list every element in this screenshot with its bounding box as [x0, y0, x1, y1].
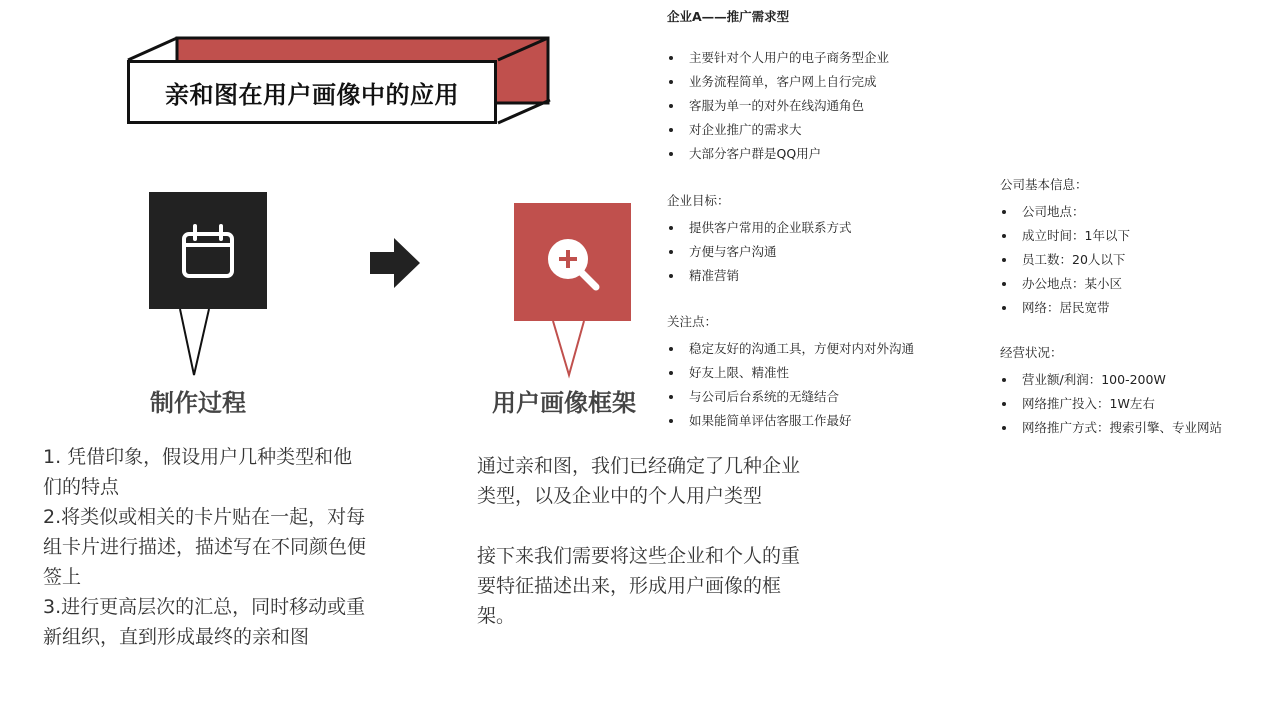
process-line: 组卡片进行描述，描述写在不同颜色便: [43, 536, 367, 558]
list-item: 主要针对个人用户的电子商务型企业: [667, 46, 889, 70]
section-heading: 经营状况：: [1000, 345, 1063, 360]
persona-focus-section: [667, 311, 914, 433]
list-item: 如果能简单评估客服工作最好: [667, 409, 914, 433]
list-item: 精准营销: [667, 264, 852, 288]
list-item: 员工数：20人以下: [1000, 248, 1130, 272]
list-item: 提供客户常用的企业联系方式: [667, 216, 852, 240]
persona-operations-section: [1000, 342, 1222, 440]
step-title-process: 制作过程: [150, 389, 246, 417]
list-item: 网络推广投入：1W左右: [1000, 392, 1222, 416]
process-line: 2.将类似或相关的卡片贴在一起，对每: [43, 506, 366, 528]
process-pin: [172, 309, 222, 379]
persona-company-section: [667, 6, 889, 166]
section-heading: 关注点：: [667, 314, 718, 329]
process-line: 签上: [43, 566, 82, 588]
list-item: 与公司后台系统的无缝结合: [667, 385, 914, 409]
process-description: [43, 442, 413, 652]
persona-paragraph: 接下来我们需要将这些企业和个人的重要特征描述出来，形成用户画像的框架。: [477, 545, 801, 627]
section-heading: 企业A——推广需求型: [667, 9, 790, 24]
persona-basic-info-section: [1000, 174, 1130, 320]
persona-pin: [547, 321, 597, 381]
process-line: 们的特点: [43, 476, 120, 498]
section-heading: 企业目标：: [667, 193, 730, 208]
slide-title: 亲和图在用户画像中的应用: [127, 60, 497, 124]
list-item: 办公地点：某小区: [1000, 272, 1130, 296]
persona-paragraph: 通过亲和图，我们已经确定了几种企业类型，以及企业中的个人用户类型: [477, 455, 801, 507]
list-item: 公司地点：: [1000, 200, 1130, 224]
zoom-in-icon: [514, 203, 631, 321]
process-card: [149, 192, 267, 309]
list-item: 大部分客户群是QQ用户: [667, 142, 889, 166]
persona-card: [514, 203, 631, 321]
list-item: 客服为单一的对外在线沟通角色: [667, 94, 889, 118]
persona-goals-section: [667, 190, 852, 288]
list-item: 好友上限、精准性: [667, 361, 914, 385]
list-item: 方便与客户沟通: [667, 240, 852, 264]
list-item: 网络推广方式：搜索引擎、专业网站: [1000, 416, 1222, 440]
arrow-right-icon: [368, 236, 422, 290]
list-item: 稳定友好的沟通工具，方便对内对外沟通: [667, 337, 914, 361]
list-item: 营业额/利润：100-200W: [1000, 368, 1222, 392]
process-line: 1. 凭借印象，假设用户几种类型和他: [43, 446, 353, 468]
step-title-persona: 用户画像框架: [492, 389, 636, 417]
section-heading: 公司基本信息：: [1000, 177, 1088, 192]
list-item: 对企业推广的需求大: [667, 118, 889, 142]
process-line: 新组织，直到形成最终的亲和图: [43, 626, 310, 648]
list-item: 网络：居民宽带: [1000, 296, 1130, 320]
list-item: 成立时间：1年以下: [1000, 224, 1130, 248]
list-item: 业务流程简单，客户网上自行完成: [667, 70, 889, 94]
process-line: 3.进行更高层次的汇总，同时移动或重: [43, 596, 366, 618]
persona-description: [477, 451, 807, 661]
calendar-icon: [149, 192, 267, 309]
